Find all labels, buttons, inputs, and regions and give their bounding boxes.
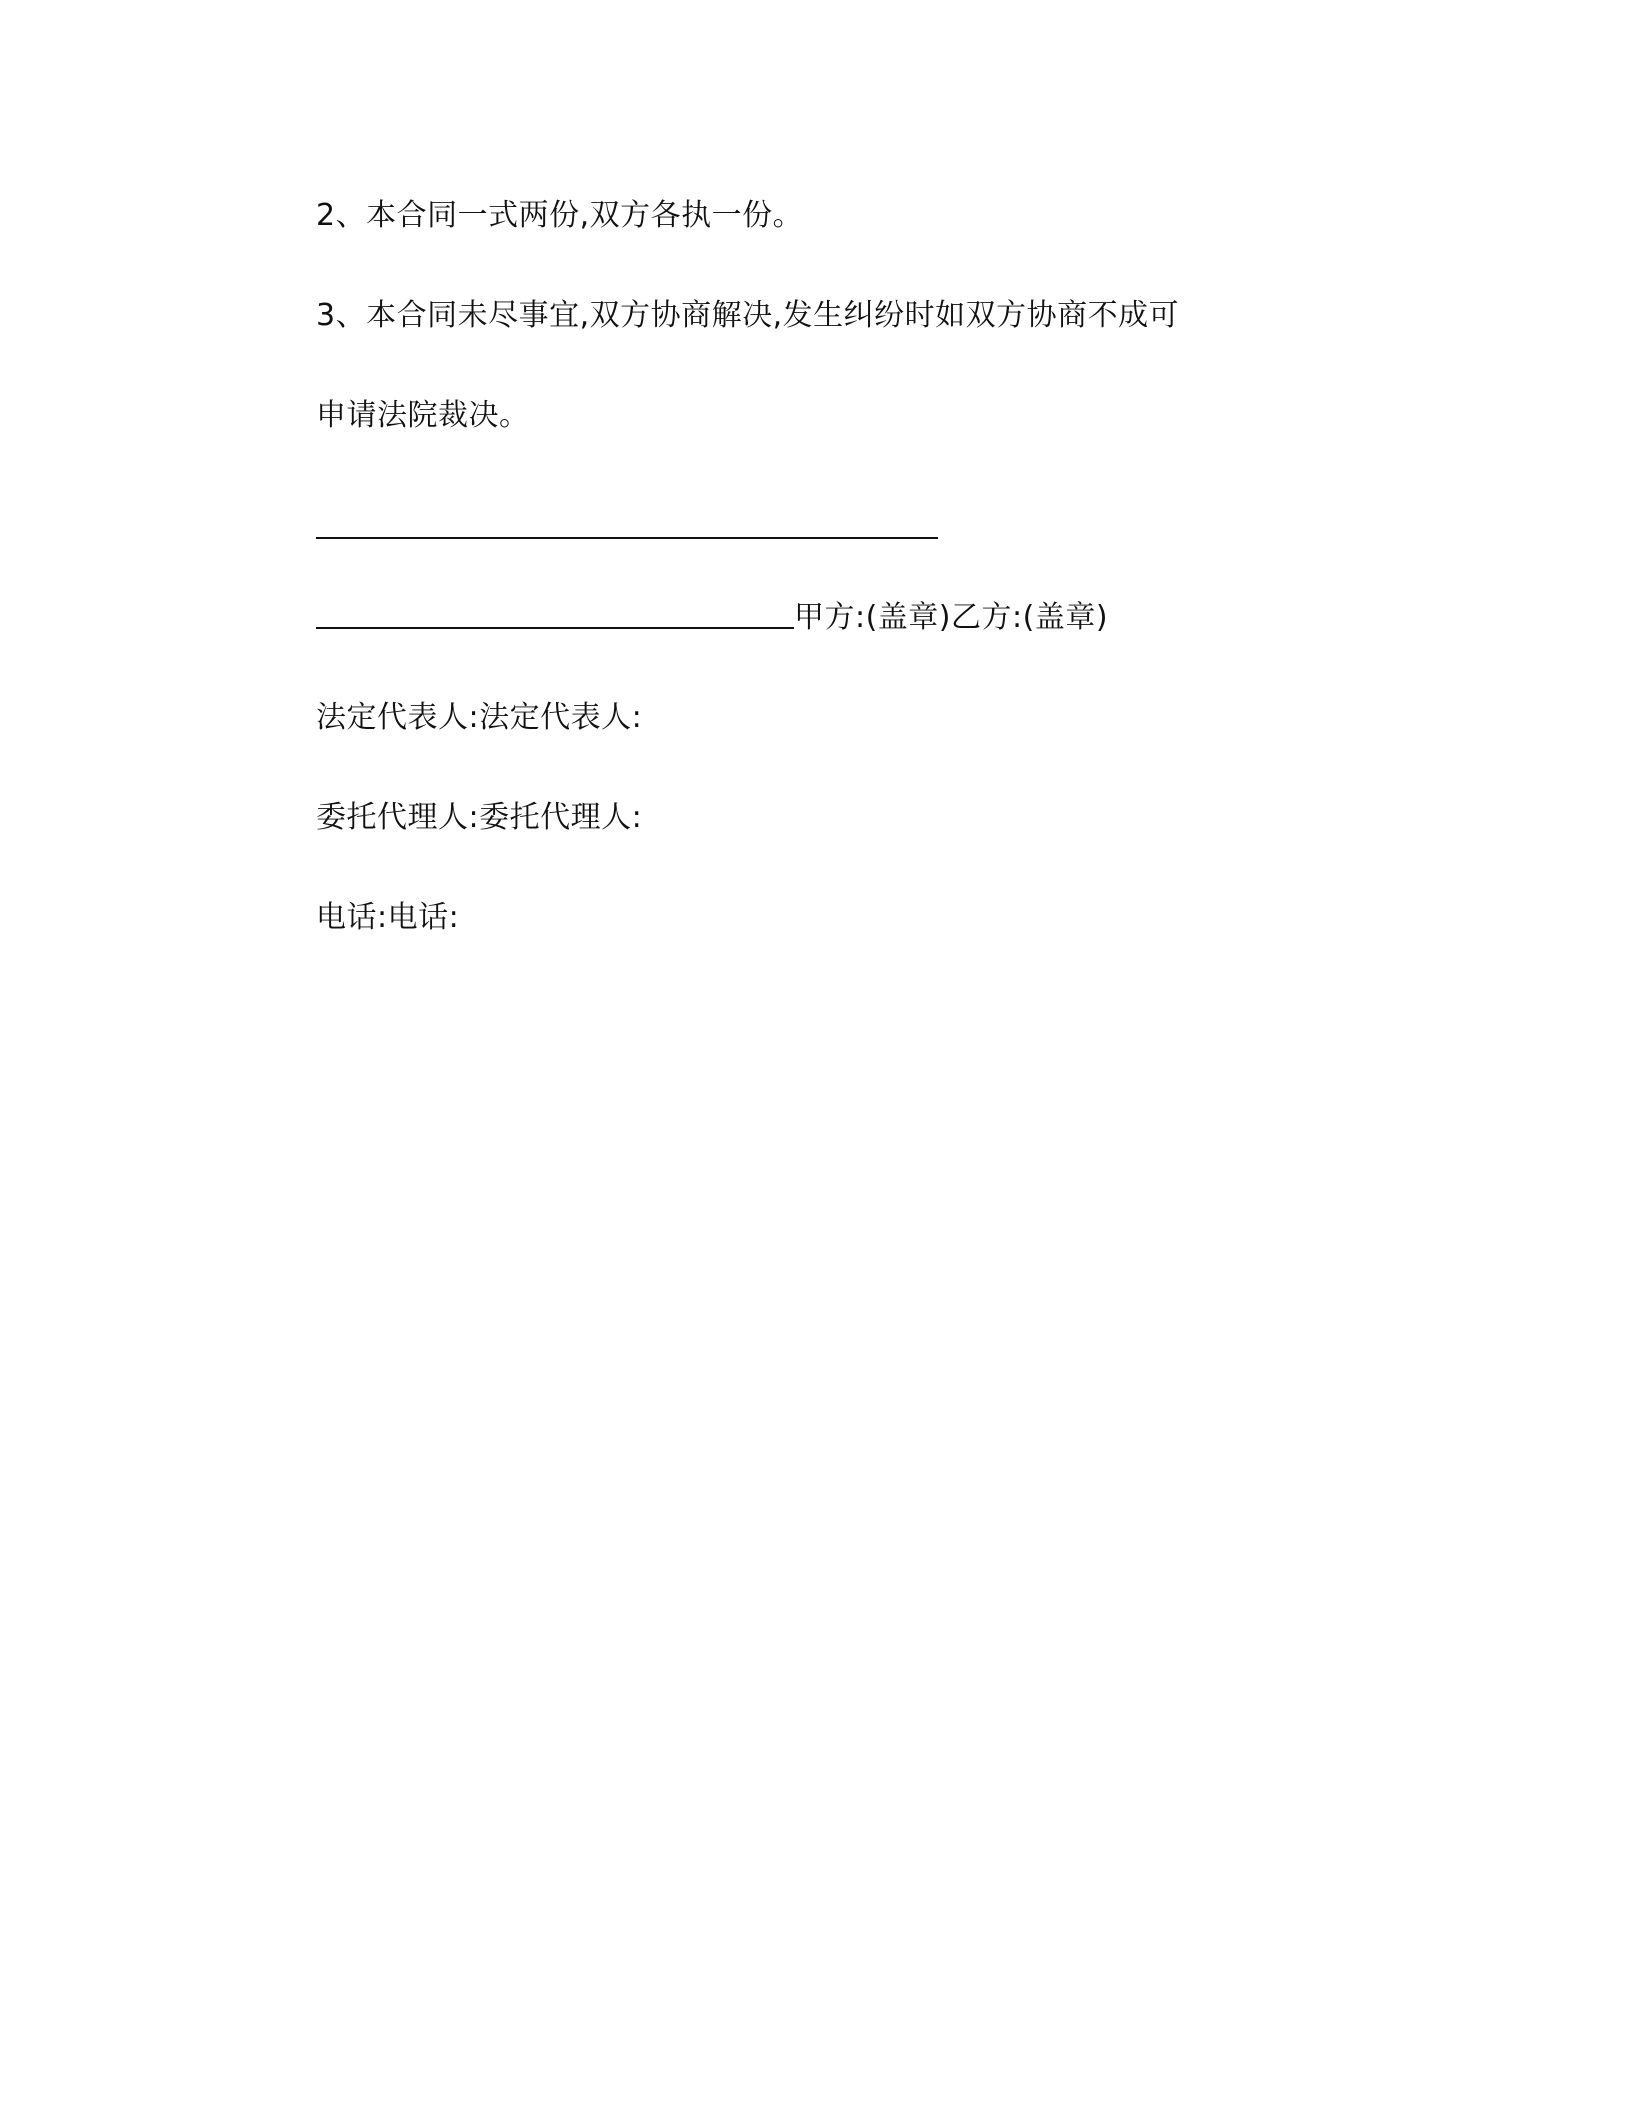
phone-line: 电话:电话: [316,900,460,935]
blank-underline [316,537,938,539]
clause-3-line-1: 3、本合同未尽事宜,双方协商解决,发生纠纷时如双方协商不成可 [316,298,1180,333]
signature-blank-line [316,508,938,548]
party-seal-label: 甲方:(盖章)乙方:(盖章) [794,600,1109,635]
clause-2: 2、本合同一式两份,双方各执一份。 [316,198,804,233]
clause-3-line-2: 申请法院裁决。 [316,398,530,433]
authorized-agent-line: 委托代理人:委托代理人: [316,800,643,835]
party-seal-line [316,598,1108,638]
legal-representative-line: 法定代表人:法定代表人: [316,700,643,735]
blank-underline [316,627,794,629]
